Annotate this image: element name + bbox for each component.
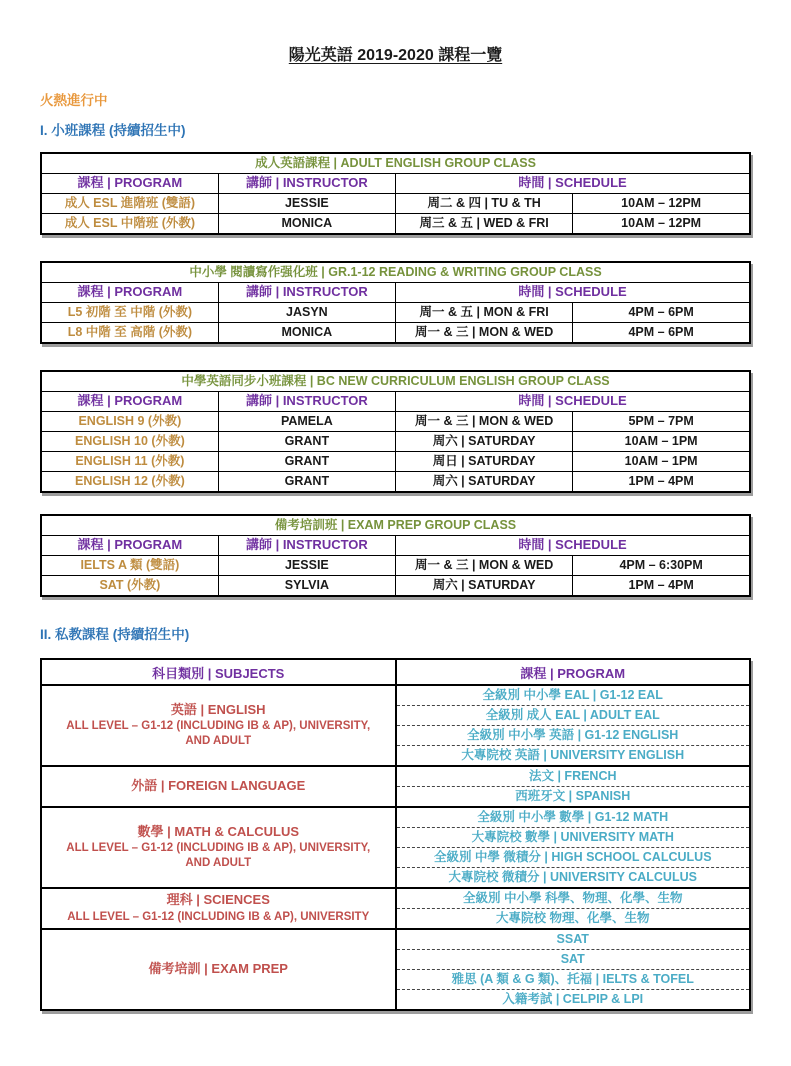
subject-cell [41, 929, 396, 1010]
program-cell: SAT (外教) [41, 576, 218, 597]
program-cell: L5 初階 至 中階 (外教) [41, 303, 218, 323]
time-cell: 4PM – 6:30PM [573, 556, 750, 576]
subject-name: 外語 | FOREIGN LANGUAGE [131, 778, 306, 794]
column-header-program: 課程 | PROGRAM [41, 536, 218, 556]
column-header-row [41, 536, 750, 556]
instructor-cell: GRANT [218, 452, 395, 472]
days-cell: 周三 & 五 | WED & FRI [396, 214, 573, 235]
program-item: 全級別 成人 EAL | ADULT EAL [397, 705, 750, 725]
instructor-cell: JESSIE [218, 194, 395, 214]
program-list-cell [396, 888, 751, 929]
time-cell: 4PM – 6PM [573, 323, 750, 344]
time-cell: 1PM – 4PM [573, 576, 750, 597]
column-header-row [41, 283, 750, 303]
column-header-row [41, 392, 750, 412]
column-header-program: 課程 | PROGRAM [41, 392, 218, 412]
days-cell: 周六 | SATURDAY [396, 576, 573, 597]
program-list-cell [396, 685, 751, 766]
time-cell: 10AM – 1PM [573, 432, 750, 452]
column-header-instructor: 講師 | INSTRUCTOR [218, 174, 395, 194]
table-row [41, 807, 750, 888]
column-header-subjects: 科目類別 | SUBJECTS [41, 659, 396, 685]
program-item: 大專院校 英語 | UNIVERSITY ENGLISH [397, 745, 750, 765]
column-header-row [41, 659, 750, 685]
program-item: 大專院校 物理、化學、生物 [397, 908, 750, 928]
subject-cell [41, 685, 396, 766]
subject-detail: ALL LEVEL – G1-12 (INCLUDING IB & AP), UNIVERSITY [67, 910, 370, 923]
exam-prep-class-table [40, 514, 751, 597]
column-header-schedule: 時間 | SCHEDULE [396, 174, 751, 194]
days-cell: 周一 & 三 | MON & WED [396, 556, 573, 576]
column-header-instructor: 講師 | INSTRUCTOR [218, 392, 395, 412]
table-title-row [41, 371, 750, 392]
time-cell: 10AM – 12PM [573, 214, 750, 235]
instructor-cell: SYLVIA [218, 576, 395, 597]
table-row [41, 303, 750, 323]
program-cell: L8 中階 至 高階 (外教) [41, 323, 218, 344]
document-page [0, 42, 791, 1011]
table-row [41, 323, 750, 344]
instructor-cell: JESSIE [218, 556, 395, 576]
column-header-instructor: 講師 | INSTRUCTOR [218, 283, 395, 303]
program-item: 入籍考試 | CELPIP & LPI [397, 989, 750, 1009]
table-row [41, 576, 750, 597]
time-cell: 10AM – 1PM [573, 452, 750, 472]
column-header-program: 課程 | PROGRAM [396, 659, 751, 685]
days-cell: 周一 & 五 | MON & FRI [396, 303, 573, 323]
days-cell: 周二 & 四 | TU & TH [396, 194, 573, 214]
days-cell: 周六 | SATURDAY [396, 472, 573, 493]
subject-name: 數學 | MATH & CALCULUS [137, 823, 300, 839]
days-cell: 周日 | SATURDAY [396, 452, 573, 472]
private-lessons-table [40, 658, 751, 1011]
program-item: 大專院校 微積分 | UNIVERSITY CALCULUS [397, 867, 750, 887]
program-cell: ENGLISH 10 (外教) [41, 432, 218, 452]
table-row [41, 556, 750, 576]
subject-name: 理科 | SCIENCES [166, 892, 270, 908]
table-title: 中學英語同步小班課程 | BC NEW CURRICULUM ENGLISH GROUP CLASS [41, 371, 750, 392]
program-list-cell [396, 766, 751, 807]
table-row [41, 432, 750, 452]
table-row [41, 766, 750, 807]
page-title: 陽光英語 2019-2020 課程一覽 [288, 47, 503, 64]
subject-name: 備考培訓 | EXAM PREP [148, 961, 288, 977]
program-item: 全級別 中小學 科學、物理、化學、生物 [463, 891, 683, 905]
bc-curriculum-english-class-table [40, 370, 751, 493]
table-title-row [41, 515, 750, 536]
column-header-instructor: 講師 | INSTRUCTOR [218, 536, 395, 556]
table-row [41, 214, 750, 235]
adult-english-class-table [40, 152, 751, 235]
table-row [41, 452, 750, 472]
subject-detail: ALL LEVEL – G1-12 (INCLUDING IB & AP), UNIVERSITY, AND ADULT [66, 720, 371, 748]
column-header-schedule: 時間 | SCHEDULE [396, 392, 751, 412]
table-title: 成人英語課程 | ADULT ENGLISH GROUP CLASS [41, 153, 750, 174]
program-list-cell [396, 929, 751, 1010]
time-cell: 1PM – 4PM [573, 472, 750, 493]
program-item: SSAT [556, 932, 589, 946]
subject-cell [41, 807, 396, 888]
instructor-cell: PAMELA [218, 412, 395, 432]
program-cell: ENGLISH 11 (外教) [41, 452, 218, 472]
table-row [41, 194, 750, 214]
program-item: 全級別 中小學 EAL | G1-12 EAL [482, 688, 663, 702]
program-cell: 成人 ESL 進階班 (雙語) [41, 194, 218, 214]
instructor-cell: GRANT [218, 432, 395, 452]
column-header-program: 課程 | PROGRAM [41, 174, 218, 194]
column-header-schedule: 時間 | SCHEDULE [396, 283, 751, 303]
table-row [41, 888, 750, 929]
program-cell: ENGLISH 12 (外教) [41, 472, 218, 493]
table-row [41, 685, 750, 766]
column-header-schedule: 時間 | SCHEDULE [396, 536, 751, 556]
program-cell: ENGLISH 9 (外教) [41, 412, 218, 432]
program-item: 雅思 (A 類 & G 類)、托福 | IELTS & TOFEL [397, 969, 750, 989]
program-item: 法文 | FRENCH [528, 769, 617, 783]
instructor-cell: JASYN [218, 303, 395, 323]
table-row [41, 929, 750, 1010]
program-item: 全級別 中小學 數學 | G1-12 MATH [477, 810, 669, 824]
instructor-cell: MONICA [218, 323, 395, 344]
program-cell: IELTS A 類 (雙語) [41, 556, 218, 576]
reading-writing-class-table [40, 261, 751, 344]
status-banner: 火熱進行中 [40, 93, 108, 108]
table-row [41, 472, 750, 493]
section-heading-group-classes: I. 小班課程 (持續招生中) [40, 123, 186, 138]
column-header-row [41, 174, 750, 194]
program-item: SAT [397, 949, 750, 969]
days-cell: 周六 | SATURDAY [396, 432, 573, 452]
program-item: 西班牙文 | SPANISH [397, 786, 750, 806]
instructor-cell: GRANT [218, 472, 395, 493]
subject-cell [41, 888, 396, 929]
instructor-cell: MONICA [218, 214, 395, 235]
time-cell: 5PM – 7PM [573, 412, 750, 432]
time-cell: 10AM – 12PM [573, 194, 750, 214]
subject-cell [41, 766, 396, 807]
table-row [41, 412, 750, 432]
program-item: 大專院校 數學 | UNIVERSITY MATH [397, 827, 750, 847]
subject-detail: ALL LEVEL – G1-12 (INCLUDING IB & AP), UNIVERSITY, AND ADULT [66, 842, 371, 870]
days-cell: 周一 & 三 | MON & WED [396, 323, 573, 344]
section-heading-private-classes: II. 私教課程 (持續招生中) [40, 627, 190, 642]
table-title: 備考培訓班 | EXAM PREP GROUP CLASS [41, 515, 750, 536]
program-item: 全級別 中小學 英語 | G1-12 ENGLISH [397, 725, 750, 745]
program-cell: 成人 ESL 中階班 (外教) [41, 214, 218, 235]
subject-name: 英語 | ENGLISH [170, 701, 266, 717]
table-title-row [41, 262, 750, 283]
table-title-row [41, 153, 750, 174]
table-title: 中小學 閱讀寫作强化班 | GR.1-12 READING & WRITING GROUP CLASS [41, 262, 750, 283]
time-cell: 4PM – 6PM [573, 303, 750, 323]
days-cell: 周一 & 三 | MON & WED [396, 412, 573, 432]
program-list-cell [396, 807, 751, 888]
column-header-program: 課程 | PROGRAM [41, 283, 218, 303]
program-item: 全級別 中學 微積分 | HIGH SCHOOL CALCULUS [397, 847, 750, 867]
